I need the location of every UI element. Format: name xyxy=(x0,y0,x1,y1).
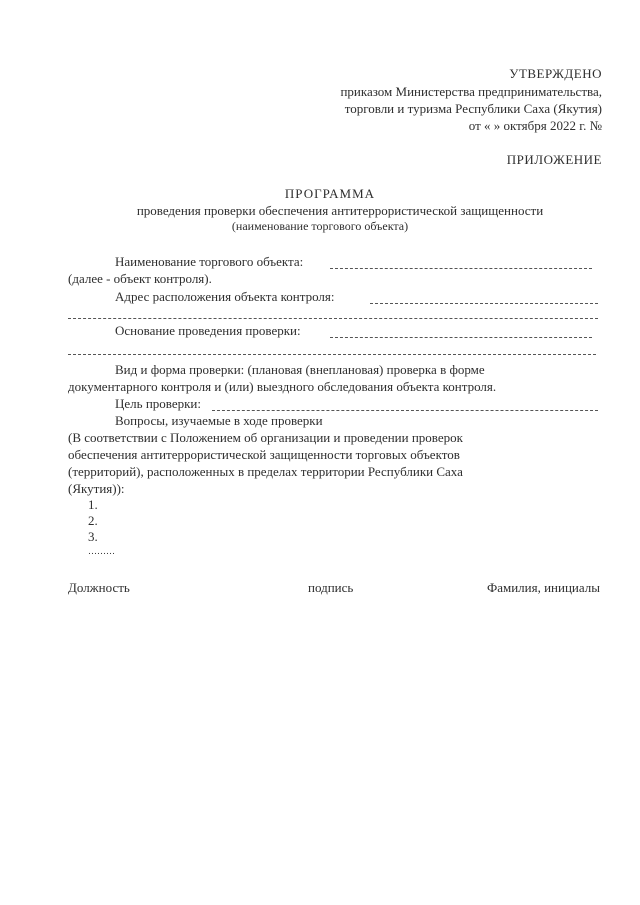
signature-name: Фамилия, инициалы xyxy=(486,580,600,595)
approval-stamp: УТВЕРЖДЕНО xyxy=(509,66,602,81)
goal-label: Цель проверки: xyxy=(115,396,201,411)
basis-field xyxy=(330,337,592,338)
questions-intro-line-2: обеспечения антитеррористической защищенности торговых объектов xyxy=(68,447,460,462)
type-label: Вид и форма проверки: (плановая (внеплановая) проверка в форме xyxy=(115,362,485,377)
approval-line-2: торговли и туризма Республики Саха (Якутия) xyxy=(344,101,602,116)
questions-intro-line-4: (Якутия)): xyxy=(68,481,125,496)
list-item: 2. xyxy=(88,513,98,528)
approval-line-3: от « » октября 2022 г. № xyxy=(468,118,602,133)
signature-sign: подпись xyxy=(308,580,354,595)
approval-line-1: приказом Министерства предпринимательства, xyxy=(340,84,602,99)
address-field xyxy=(370,303,598,304)
object-name-suffix: (далее - объект контроля). xyxy=(68,271,212,286)
questions-intro-line-1: (В соответствии с Положением об организации и проведении проверок xyxy=(68,430,463,445)
object-name-label: Наименование торгового объекта: xyxy=(115,254,304,269)
address-label: Адрес расположения объекта контроля: xyxy=(115,289,335,304)
appendix-label: ПРИЛОЖЕНИЕ xyxy=(506,152,602,167)
program-subtitle: проведения проверки обеспечения антитеррористической защищенности xyxy=(136,203,544,218)
signature-position: Должность xyxy=(68,580,130,595)
object-name-field xyxy=(330,268,592,269)
program-title: ПРОГРАММА xyxy=(284,186,376,201)
list-item: 1. xyxy=(88,497,98,512)
goal-field xyxy=(212,410,598,411)
type-line-2: документарного контроля и (или) выездного обследования объекта контроля. xyxy=(68,379,497,394)
list-item: ……… xyxy=(88,546,115,556)
basis-label: Основание проведения проверки: xyxy=(115,323,301,338)
address-field-line-2 xyxy=(68,318,598,319)
list-item: 3. xyxy=(88,529,98,544)
questions-intro-line-3: (территорий), расположенных в пределах территории Республики Саха xyxy=(68,464,463,479)
basis-field-line-2 xyxy=(68,354,596,355)
program-subtitle-note: (наименование торгового объекта) xyxy=(231,219,409,233)
questions-label: Вопросы, изучаемые в ходе проверки xyxy=(115,413,323,428)
